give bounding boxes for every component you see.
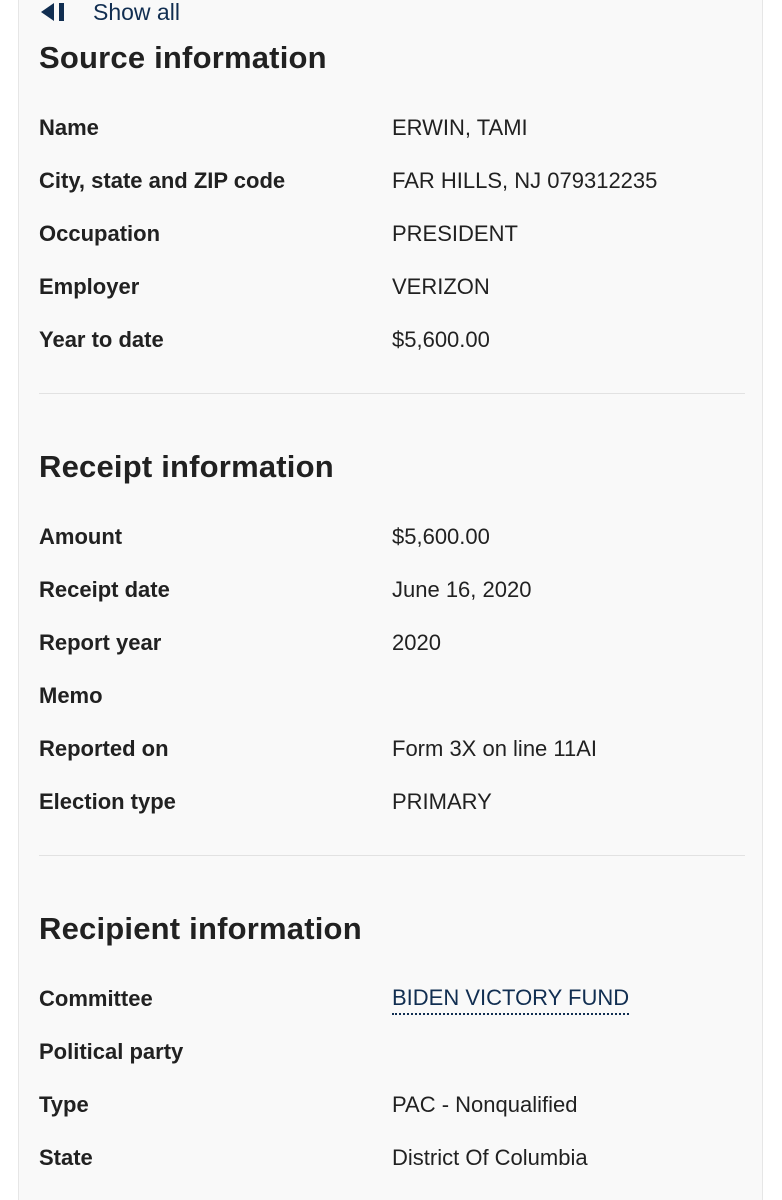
source-row-name <box>39 110 745 146</box>
amount-value: $5,600.00 <box>392 524 490 549</box>
receipt-row-reported-on <box>39 731 745 767</box>
state-label: State <box>39 1145 93 1170</box>
name-label: Name <box>39 115 99 140</box>
election-type-label: Election type <box>39 789 176 814</box>
source-row-year-to-date <box>39 322 745 358</box>
recipient-information-title: Recipient information <box>39 911 362 946</box>
name-value: ERWIN, TAMI <box>392 115 528 140</box>
source-row-occupation <box>39 216 745 252</box>
show-all-label: Show all <box>93 0 180 25</box>
location-value: FAR HILLS, NJ 079312235 <box>392 168 658 193</box>
receipt-date-label: Receipt date <box>39 577 170 602</box>
committee-link[interactable]: BIDEN VICTORY FUND <box>392 983 629 1015</box>
reported-on-value: Form 3X on line 11AI <box>392 736 598 761</box>
year-to-date-value: $5,600.00 <box>392 327 490 352</box>
report-year-label: Report year <box>39 630 162 655</box>
receipt-row-amount <box>39 519 745 555</box>
receipt-row-election-type <box>39 784 745 820</box>
employer-label: Employer <box>39 274 140 299</box>
reported-on-label: Reported on <box>39 736 169 761</box>
occupation-label: Occupation <box>39 221 161 246</box>
section-divider <box>39 393 745 394</box>
receipt-row-memo <box>39 678 745 714</box>
state-value: District Of Columbia <box>392 1145 588 1170</box>
type-value: PAC - Nonqualified <box>392 1092 578 1117</box>
recipient-row-committee <box>39 981 745 1017</box>
recipient-row-state <box>39 1140 745 1176</box>
memo-label: Memo <box>39 683 103 708</box>
show-all-link[interactable] <box>39 0 180 26</box>
detail-panel <box>18 0 763 1200</box>
back-arrow-bar-icon <box>39 0 73 24</box>
source-row-location <box>39 163 745 199</box>
location-label: City, state and ZIP code <box>39 168 286 193</box>
employer-value: VERIZON <box>392 274 490 299</box>
amount-label: Amount <box>39 524 123 549</box>
recipient-row-type <box>39 1087 745 1123</box>
election-type-value: PRIMARY <box>392 789 492 814</box>
receipt-row-report-year <box>39 625 745 661</box>
source-row-employer <box>39 269 745 305</box>
year-to-date-label: Year to date <box>39 327 164 352</box>
occupation-value: PRESIDENT <box>392 221 518 246</box>
type-label: Type <box>39 1092 89 1117</box>
receipt-row-receipt-date <box>39 572 745 608</box>
receipt-information-title: Receipt information <box>39 449 334 484</box>
source-information-title: Source information <box>39 40 327 75</box>
recipient-row-political-party <box>39 1034 745 1070</box>
receipt-date-value: June 16, 2020 <box>392 577 532 602</box>
section-divider <box>39 855 745 856</box>
political-party-label: Political party <box>39 1039 184 1064</box>
report-year-value: 2020 <box>392 630 441 655</box>
committee-label: Committee <box>39 986 153 1011</box>
